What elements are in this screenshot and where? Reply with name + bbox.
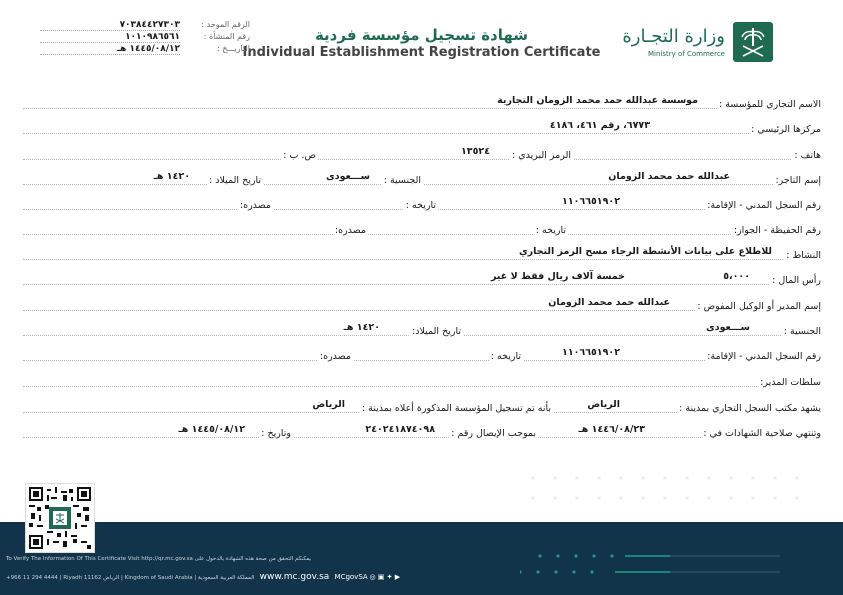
unified-number-value: ٧٠٣٨٤٤٢٧٣٠٣: [40, 20, 180, 31]
nationality-value: ســـعودى: [323, 171, 373, 182]
civil-value: ١١٠٦٦٥١٩٠٢: [559, 196, 623, 207]
dotted-line: [23, 360, 823, 361]
ministry-name-en: Ministry of Commerce: [648, 50, 725, 58]
civil-label: رقم السجل المدني - الإقامة:: [707, 200, 821, 211]
dotted-line: [23, 159, 823, 160]
receipt-value: ٢٤٠٢٤١٨٧٤٠٩٨: [362, 424, 438, 435]
footer-band: [0, 522, 843, 595]
manager-value: عبدالله حمد محمد الزومان: [545, 297, 673, 308]
establishment-number-value: ١٠١٠٩٨٦٥٦١: [40, 32, 180, 43]
witness-row: [23, 396, 823, 416]
phone-label: هاتف :: [794, 150, 821, 161]
manager-civil-value: ١١٠٦٦٥١٩٠٢: [559, 347, 623, 358]
social-handle: MCgovSA: [334, 573, 368, 581]
receipt-label: بموجب الإيصال رقم :: [451, 428, 536, 439]
dotted-line: [23, 133, 823, 134]
postal-label: الرمز البريدي :: [511, 150, 571, 161]
issue-date-value: ١٤٤٥/٠٨/١٢ هـ: [40, 44, 180, 55]
establishment-number-label: رقم المنشأة :: [203, 32, 250, 41]
establishment-number-row: [40, 32, 250, 44]
certificate-meta: [40, 20, 250, 56]
witness-middle-text: بأنه تم تسجيل المؤسسة المذكورة أعلاه بمدينة :: [361, 403, 551, 414]
passport-source-label: مصدره:: [334, 225, 366, 236]
capital-value: ٥،٠٠٠: [720, 271, 753, 282]
dotted-line: [23, 234, 823, 235]
activity-value: للاطلاع على بيانات الأنشطة الرجاء مسح الرمز التجاري: [516, 246, 775, 257]
contact-line: [6, 572, 400, 582]
witness-label: يشهد مكتب السجل التجاري بمدينة :: [679, 403, 821, 414]
capital-row: [23, 268, 823, 288]
passport-row: [23, 218, 823, 238]
trade-name-label: الاسم التجاري للمؤسسة :: [718, 99, 821, 110]
dotted-line: [23, 108, 823, 109]
trade-name-row: [23, 92, 823, 112]
unified-number-label: الرقم الموحد :: [201, 20, 250, 29]
manager-birth-label: تاريخ الميلاد:: [412, 326, 461, 337]
ministry-name-ar: وزارة التجـارة: [622, 26, 725, 47]
manager-row: [23, 294, 823, 314]
witness-city: الرياض: [584, 399, 623, 410]
hq-row: [23, 117, 823, 137]
unified-number-row: [40, 20, 250, 32]
manager-civil-label: رقم السجل المدني - الإقامة:: [707, 351, 821, 362]
receipt-date-value: ١٤٤٥/٠٨/١٢ هـ: [176, 424, 248, 435]
civil-source-label: مصدره:: [239, 200, 271, 211]
witness-city-2: الرياض: [309, 399, 348, 410]
birth-date-value: ١٤٢٠ هـ: [151, 171, 193, 182]
merchant-row: [23, 168, 823, 188]
hq-value: ٦٧٧٣، رقم ٤٦١، ٤١٨٦: [547, 120, 653, 131]
manager-birth-value: ١٤٢٠ هـ: [341, 322, 383, 333]
manager-civil-source-label: مصدره:: [319, 351, 351, 362]
certificate-title-en: Individual Establishment Registration Certificate: [242, 45, 601, 60]
expiry-label: وتنتهي صلاحية الشهادات في :: [703, 428, 821, 439]
dotted-line: [23, 386, 823, 387]
civil-row: [23, 193, 823, 213]
footer-dots: [520, 550, 780, 580]
contact-info: +966 11 294 4444 | Riyadh 11162 الرياض | Kingdom of Saudi Arabia | المملكة العربية السعودية: [6, 575, 255, 581]
website-link[interactable]: www.mc.gov.sa: [259, 572, 330, 582]
expiry-value: ١٤٤٦/٠٨/٢٣ هـ: [576, 424, 648, 435]
merchant-value: عبدالله حمد محمد الزومان: [605, 171, 733, 182]
capital-words: خمسة آلاف ريال فقط لا غير: [488, 271, 628, 282]
trade-name-value: موسسة عبدالله حمد محمد الزومان التجارية: [494, 95, 701, 106]
birth-date-label: تاريخ الميلاد :: [209, 175, 261, 186]
nationality-label: الجنسية :: [383, 175, 421, 186]
pobox-label: ص. ب :: [283, 150, 316, 161]
expiry-row: [23, 421, 823, 441]
receipt-date-label: وتاريخ :: [261, 428, 291, 439]
social-icons: ◎ ▣ ✦ ▶: [369, 573, 401, 581]
dotted-line: [23, 184, 823, 185]
issue-date-row: [40, 44, 250, 56]
merchant-label: إسم التاجر:: [775, 175, 821, 186]
dotted-line: [23, 284, 823, 285]
civil-date-label: تاريخه :: [405, 200, 436, 211]
manager-civil-row: [23, 344, 823, 364]
decorative-dots: [523, 470, 823, 525]
manager-powers-row: [23, 370, 823, 390]
manager-nationality-label: الجنسية :: [783, 326, 821, 337]
manager-label: إسم المدير أو الوكيل المفوض :: [697, 301, 821, 312]
hq-label: مركزها الرئيسي :: [751, 124, 821, 135]
postal-value: ١٣٥٢٤: [458, 146, 493, 157]
passport-date-label: تاريخه :: [535, 225, 566, 236]
certificate-title-ar: شهادة تسجيل مؤسسة فردية: [314, 26, 529, 44]
manager-nationality-value: ســـعودى: [703, 322, 753, 333]
capital-label: رأس المال :: [772, 275, 821, 286]
activity-row: [23, 243, 823, 263]
manager-powers-label: سلطات المدير:: [760, 377, 821, 388]
dotted-line: [23, 259, 823, 260]
manager-civil-date-label: تاريخه :: [490, 351, 521, 362]
qr-code-icon: [29, 487, 91, 549]
manager-nationality-row: [23, 319, 823, 339]
phone-row: [23, 143, 823, 163]
verify-text: To Verify The Information Of This Certificate Visit http://qr.mc.gov.sa يمكنكم التحقق من صحة هذه الشهادة بالدخول على: [6, 556, 312, 562]
qr-code[interactable]: [26, 484, 94, 552]
passport-label: رقم الحفيظة - الجواز:: [733, 225, 821, 236]
issue-date-label: التاريـــخ :: [216, 44, 250, 53]
activity-label: النشاط :: [786, 250, 821, 261]
